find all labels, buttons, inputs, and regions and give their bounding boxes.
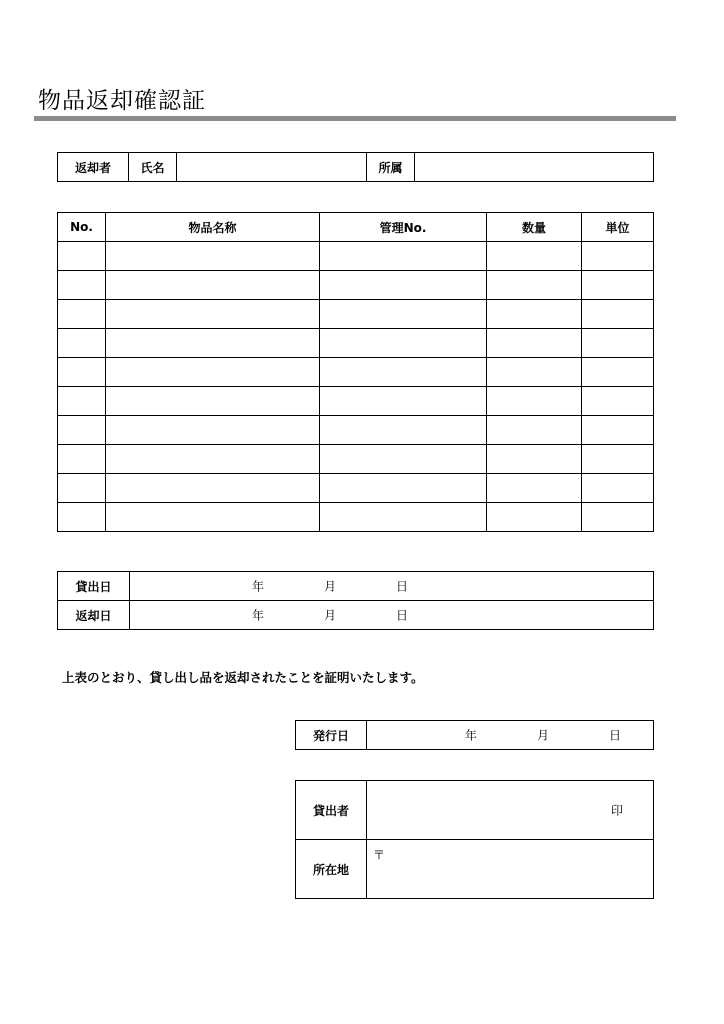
cell[interactable]	[58, 271, 106, 300]
cell[interactable]	[106, 242, 320, 271]
returner-table	[57, 152, 654, 182]
cell[interactable]	[582, 387, 654, 416]
cell[interactable]	[320, 387, 487, 416]
table-row	[58, 358, 654, 387]
cell[interactable]	[582, 271, 654, 300]
cell[interactable]	[487, 387, 582, 416]
month-label: 月	[324, 579, 337, 594]
affiliation-field[interactable]	[415, 153, 654, 182]
cell[interactable]	[487, 445, 582, 474]
cell[interactable]	[582, 474, 654, 503]
cell[interactable]	[320, 329, 487, 358]
cell[interactable]	[58, 329, 106, 358]
cell[interactable]	[582, 445, 654, 474]
items-header-row	[58, 213, 654, 242]
day-label: 日	[396, 579, 409, 594]
table-row	[58, 387, 654, 416]
year-label: 年	[252, 608, 265, 623]
table-row	[58, 300, 654, 329]
table-row	[58, 503, 654, 532]
cell[interactable]	[582, 358, 654, 387]
cell[interactable]	[58, 242, 106, 271]
cell[interactable]	[582, 242, 654, 271]
cell[interactable]	[320, 271, 487, 300]
lender-table	[295, 780, 654, 899]
affiliation-label: 所属	[367, 153, 415, 182]
lent-date-label: 貸出日	[58, 572, 130, 601]
cell[interactable]	[320, 416, 487, 445]
cell[interactable]	[582, 329, 654, 358]
name-label: 氏名	[129, 153, 177, 182]
cell[interactable]	[58, 503, 106, 532]
cell[interactable]	[320, 242, 487, 271]
cell[interactable]	[106, 474, 320, 503]
lender-field[interactable]	[367, 781, 654, 840]
cell[interactable]	[106, 329, 320, 358]
header-item-name: 物品名称	[106, 213, 320, 242]
return-date-label: 返却日	[58, 601, 130, 630]
address-field[interactable]	[367, 840, 654, 899]
returner-label: 返却者	[58, 153, 129, 182]
table-row	[58, 271, 654, 300]
return-date-field[interactable]	[130, 601, 654, 630]
cell[interactable]	[487, 271, 582, 300]
cell[interactable]	[58, 416, 106, 445]
cell[interactable]	[106, 503, 320, 532]
items-table	[57, 212, 654, 532]
cell[interactable]	[106, 416, 320, 445]
cell[interactable]	[487, 474, 582, 503]
header-quantity: 数量	[487, 213, 582, 242]
year-label: 年	[465, 728, 478, 743]
cell[interactable]	[487, 358, 582, 387]
header-no: No.	[58, 213, 106, 242]
cell[interactable]	[487, 300, 582, 329]
cell[interactable]	[487, 416, 582, 445]
cell[interactable]	[106, 445, 320, 474]
month-label: 月	[324, 608, 337, 623]
title-divider	[34, 116, 676, 121]
cell[interactable]	[58, 358, 106, 387]
cell[interactable]	[582, 416, 654, 445]
cell[interactable]	[58, 474, 106, 503]
cell[interactable]	[320, 474, 487, 503]
address-label: 所在地	[296, 840, 367, 899]
table-row	[58, 445, 654, 474]
name-field[interactable]	[177, 153, 367, 182]
cell[interactable]	[58, 300, 106, 329]
table-row	[58, 242, 654, 271]
issue-date-field[interactable]	[367, 721, 654, 750]
lender-label: 貸出者	[296, 781, 367, 840]
table-row	[58, 416, 654, 445]
cell[interactable]	[320, 300, 487, 329]
header-unit: 単位	[582, 213, 654, 242]
seal-mark: 印	[610, 803, 623, 818]
cell[interactable]	[582, 300, 654, 329]
day-label: 日	[609, 728, 622, 743]
cell[interactable]	[320, 445, 487, 474]
cell[interactable]	[320, 358, 487, 387]
table-row	[58, 474, 654, 503]
day-label: 日	[396, 608, 409, 623]
header-control-no: 管理No.	[320, 213, 487, 242]
cell[interactable]	[58, 387, 106, 416]
cell[interactable]	[106, 358, 320, 387]
month-label: 月	[537, 728, 550, 743]
cell[interactable]	[487, 329, 582, 358]
cell[interactable]	[106, 387, 320, 416]
cell[interactable]	[106, 271, 320, 300]
certification-statement: 上表のとおり、貸し出し品を返却されたことを証明いたします。	[62, 670, 424, 685]
lent-date-field[interactable]	[130, 572, 654, 601]
issue-date-table	[295, 720, 654, 750]
table-row	[58, 329, 654, 358]
cell[interactable]	[582, 503, 654, 532]
cell[interactable]	[487, 503, 582, 532]
cell[interactable]	[106, 300, 320, 329]
year-label: 年	[252, 579, 265, 594]
cell[interactable]	[58, 445, 106, 474]
issue-date-label: 発行日	[296, 721, 367, 750]
dates-table	[57, 571, 654, 630]
postal-mark: 〒	[373, 848, 386, 862]
cell[interactable]	[320, 503, 487, 532]
cell[interactable]	[487, 242, 582, 271]
page-title: 物品返却確認証	[38, 88, 206, 114]
